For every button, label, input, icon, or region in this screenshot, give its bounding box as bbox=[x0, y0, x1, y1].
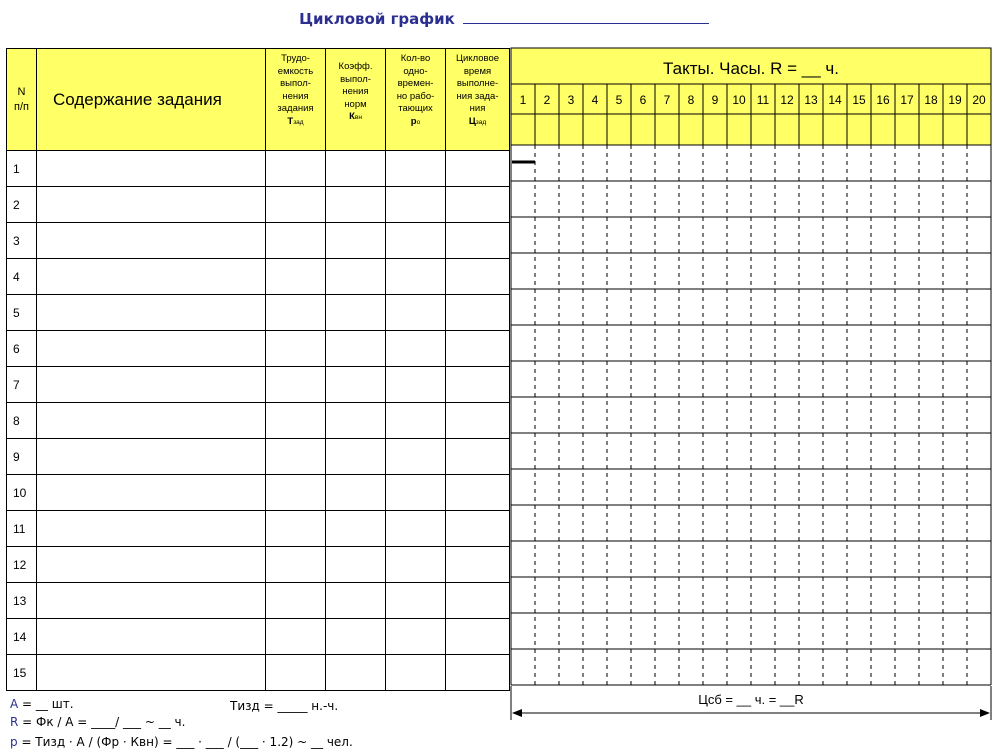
header-cycle-line: ния зада- bbox=[456, 90, 499, 102]
tick-label: 16 bbox=[876, 93, 890, 107]
tick-label: 7 bbox=[663, 93, 671, 107]
row-number: 7 bbox=[7, 367, 37, 403]
tick-label: 19 bbox=[948, 93, 962, 107]
row-number: 2 bbox=[7, 187, 37, 223]
row-number: 14 bbox=[7, 619, 37, 655]
header-cycle-line: выполне- bbox=[456, 78, 499, 89]
footer-line-a bbox=[10, 697, 74, 711]
header-cycle-sub: зад bbox=[475, 118, 487, 126]
tick-label: 13 bbox=[804, 93, 818, 107]
row-number: 6 bbox=[7, 331, 37, 367]
header-labor-symbol: Т bbox=[287, 115, 294, 127]
header-workers-line: но рабо- bbox=[396, 90, 435, 102]
header-workers-line: одно- bbox=[403, 65, 428, 77]
header-num-line: п/п bbox=[14, 100, 29, 113]
header-coef-line: норм bbox=[344, 98, 367, 110]
cycle-total-label: Цсб = __ ч. = __R bbox=[698, 692, 804, 707]
tick-label: 10 bbox=[732, 93, 746, 107]
header-workers-line: Кол-во bbox=[400, 53, 431, 64]
header-labor-line: задания bbox=[277, 103, 314, 114]
row-number: 5 bbox=[7, 295, 37, 331]
row-number: 15 bbox=[7, 655, 37, 691]
footer-p-label: р bbox=[10, 735, 18, 749]
footer-line-r bbox=[10, 715, 185, 729]
footer-line-p bbox=[10, 735, 353, 749]
footer-a-text: = __ шт. bbox=[18, 697, 74, 711]
row-number: 10 bbox=[7, 475, 37, 511]
row-number: 1 bbox=[7, 151, 37, 187]
header-labor-sub: зад bbox=[293, 118, 304, 126]
header-labor-line: нения bbox=[282, 90, 309, 102]
header-coef-symbol: К bbox=[349, 111, 355, 122]
header-coef-line: Коэфф. bbox=[338, 61, 373, 72]
tick-label: 20 bbox=[972, 93, 986, 107]
footer-t-product: Тизд = _____ н.-ч. bbox=[230, 699, 339, 713]
header-cycle-symbol: Ц bbox=[468, 115, 476, 127]
tick-label: 4 bbox=[591, 93, 599, 107]
header-workers-line: тающих bbox=[398, 103, 433, 114]
tick-label: 15 bbox=[852, 93, 866, 107]
header-coef-sub: вн bbox=[354, 114, 362, 121]
tick-label: 9 bbox=[711, 93, 719, 107]
tick-label: 11 bbox=[756, 93, 770, 107]
row-number: 4 bbox=[7, 259, 37, 295]
header-coef-line: нения bbox=[342, 86, 369, 97]
footer-p-text: = Тизд · А / (Фр · Квн) = ___ · ___ / (___ · 1.2) ~ __ чел. bbox=[17, 735, 353, 749]
header-labor-line: Трудо- bbox=[281, 53, 310, 64]
tick-label: 5 bbox=[615, 93, 623, 107]
arrow-left-icon bbox=[512, 709, 522, 717]
arrow-right-icon bbox=[980, 709, 990, 717]
row-number: 11 bbox=[7, 511, 37, 547]
tick-label: 12 bbox=[780, 93, 794, 107]
row-number: 3 bbox=[7, 223, 37, 259]
header-workers-sub: о bbox=[416, 118, 421, 126]
gantt-header-title: Такты. Часы. R = __ ч. bbox=[663, 59, 839, 78]
header-num-line: N bbox=[17, 85, 26, 98]
header-coef-line: выпол- bbox=[340, 73, 371, 85]
footer-r-text: = Фк / А = ____/ ___ ~ __ ч. bbox=[18, 715, 186, 729]
row-number: 13 bbox=[7, 583, 37, 619]
header-labor-line: емкость bbox=[277, 65, 314, 77]
row-number: 9 bbox=[7, 439, 37, 475]
row-number: 8 bbox=[7, 403, 37, 439]
header-workers-line: времен- bbox=[397, 78, 434, 89]
tick-label: 6 bbox=[639, 93, 647, 107]
tick-label: 3 bbox=[567, 93, 575, 107]
tick-label: 17 bbox=[900, 93, 914, 107]
tick-label: 18 bbox=[924, 93, 938, 107]
tick-label: 14 bbox=[828, 93, 842, 107]
row-number: 12 bbox=[7, 547, 37, 583]
footer-r-label: R bbox=[10, 715, 19, 729]
header-cycle-line: Цикловое bbox=[455, 53, 500, 64]
header-workers-symbol: р bbox=[410, 115, 417, 127]
header-cycle-line: время bbox=[463, 65, 492, 77]
header-cycle-line: ния bbox=[469, 103, 486, 114]
tick-label: 2 bbox=[543, 93, 551, 107]
tick-label: 1 bbox=[519, 93, 527, 107]
header-labor-line: выпол- bbox=[280, 78, 311, 89]
tick-label: 8 bbox=[687, 93, 695, 107]
title-text: Цикловой график bbox=[299, 10, 455, 28]
footer-a-label: А bbox=[10, 697, 19, 711]
header-task-content: Содержание задания bbox=[37, 49, 266, 151]
